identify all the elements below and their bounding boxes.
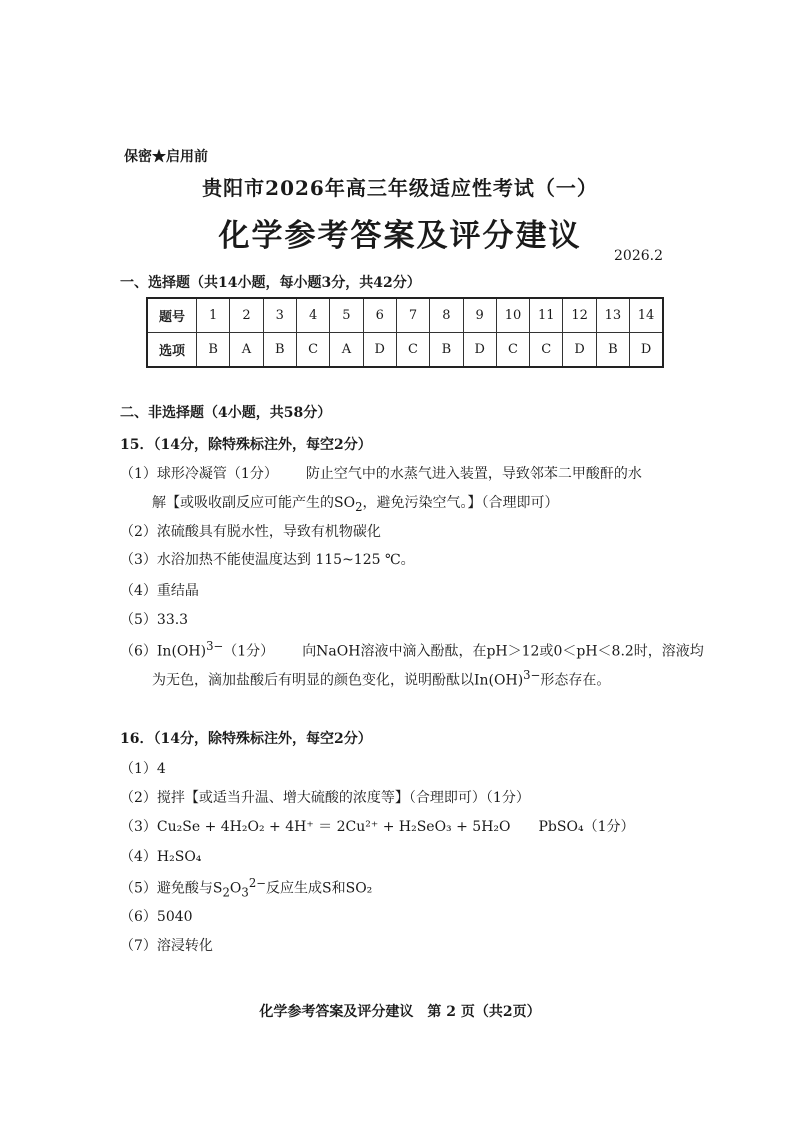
- q15-a6-cont-superscript: 3−: [523, 668, 541, 682]
- question-number: 8: [430, 298, 463, 333]
- q15-a6-mark: （1分）: [223, 643, 275, 660]
- answer-row: [147, 333, 663, 368]
- answer-cell: C: [530, 333, 563, 368]
- answer-table: [146, 297, 664, 368]
- question-number: 11: [530, 298, 563, 333]
- section1-heading: 一、选择题（共14小题，每小题3分，共42分）: [120, 275, 421, 291]
- row-label-numbers: 题号: [147, 298, 197, 333]
- question-number: 3: [263, 298, 296, 333]
- q16-a5-text: （5）避免酸与S: [120, 880, 223, 897]
- answer-cell: D: [630, 333, 663, 368]
- question-number: 4: [296, 298, 329, 333]
- q16-a5-oxygen: O: [229, 880, 242, 897]
- answer-cell: D: [563, 333, 596, 368]
- q15-answer-1: [120, 463, 642, 483]
- q15-answer-3: （3）水浴加热不能使温度达到 115~125 ℃。: [120, 552, 415, 568]
- q15-a1-label: （1）球形冷凝管（1分）: [120, 466, 278, 482]
- q16-answer-7: （7）溶浸转化: [120, 938, 213, 954]
- q16-answer-4: （4）H₂SO₄: [120, 849, 202, 865]
- question-number: 10: [496, 298, 529, 333]
- q15-answer-2: （2）浓硫酸具有脱水性，导致有机物碳化: [120, 524, 381, 540]
- document-title: 化学参考答案及评分建议: [218, 218, 582, 254]
- question-number: 14: [630, 298, 663, 333]
- question-number-row: [147, 298, 663, 333]
- q15-a6-text: 向NaOH溶液中滴入酚酞，在pH＞12或0＜pH＜8.2时，溶液均: [302, 643, 704, 660]
- answer-cell: D: [363, 333, 396, 368]
- answer-cell: C: [396, 333, 429, 368]
- q16-a5-charge: 2−: [248, 876, 267, 890]
- answer-cell: B: [197, 333, 230, 368]
- q16-answer-6: （6）5040: [120, 909, 193, 925]
- q15-a1-text: 防止空气中的水蒸气进入装置，导致邻苯二甲酸酐的水: [305, 466, 642, 482]
- q15-answer-6: [120, 639, 704, 661]
- q16-a5-subscript-2: 3: [241, 885, 249, 900]
- question-number: 6: [363, 298, 396, 333]
- confidential-mark: 保密★启用前: [124, 149, 208, 165]
- answer-cell: D: [463, 333, 496, 368]
- q16-answer-1: （1）4: [120, 761, 166, 777]
- q15-a1-cont-text: 解【或吸收副反应可能产生的SO: [152, 495, 356, 511]
- q15-a6-superscript: 3−: [206, 639, 224, 653]
- q16-answer-3: [120, 816, 635, 836]
- question-number: 7: [396, 298, 429, 333]
- q15-a6-label: （6）In(OH): [120, 643, 207, 660]
- section2-heading: 二、非选择题（4小题，共58分）: [120, 405, 332, 421]
- question-number: 5: [330, 298, 363, 333]
- q15-answer-4: （4）重结晶: [120, 583, 199, 599]
- q15-answer-1-cont: [152, 492, 559, 514]
- question-number: 13: [596, 298, 629, 333]
- page-footer: 化学参考答案及评分建议 第 2 页（共2页）: [259, 1004, 541, 1020]
- answer-cell: C: [296, 333, 329, 368]
- question-number: 1: [197, 298, 230, 333]
- question-number: 2: [230, 298, 263, 333]
- answer-cell: A: [230, 333, 263, 368]
- q16-answer-2: （2）搅拌【或适当升温、增大硫酸的浓度等】（合理即可）（1分）: [120, 790, 530, 806]
- row-label-answers: 选项: [147, 333, 197, 368]
- answer-cell: B: [430, 333, 463, 368]
- question-number: 12: [563, 298, 596, 333]
- answer-cell: B: [596, 333, 629, 368]
- q15-a1-subscript: 2: [355, 499, 363, 514]
- q16-a5-subscript-1: 2: [222, 885, 230, 900]
- question-number: 9: [463, 298, 496, 333]
- q15-answer-5: （5）33.3: [120, 612, 189, 628]
- answer-cell: A: [330, 333, 363, 368]
- q16-title: 16．（14分，除特殊标注外，每空2分）: [120, 731, 372, 747]
- q16-answer-5: [120, 876, 372, 899]
- answer-cell: B: [263, 333, 296, 368]
- answer-cell: C: [496, 333, 529, 368]
- document-date: 2026.2: [614, 248, 663, 264]
- q15-a1-cont-text-end: ，避免污染空气。】（合理即可）: [362, 495, 559, 511]
- q15-a6-cont-text: 为无色，滴加盐酸后有明显的颜色变化，说明酚酞以In(OH): [152, 672, 524, 689]
- q15-title: 15．（14分，除特殊标注外，每空2分）: [120, 437, 372, 453]
- q16-a5-text-end: 反应生成S和SO₂: [266, 880, 373, 897]
- q15-a6-cont-text-end: 形态存在。: [540, 672, 611, 689]
- q16-a3-equation: （3）Cu₂Se + 4H₂O₂ + 4H⁺ ＝ 2Cu²⁺ + H₂SeO₃ + 5H₂O: [120, 819, 511, 835]
- exam-title: 贵阳市2026年高三年级适应性考试（一）: [202, 176, 598, 200]
- q16-a3-product: PbSO₄（1分）: [538, 819, 635, 835]
- q15-answer-6-cont: [152, 668, 610, 690]
